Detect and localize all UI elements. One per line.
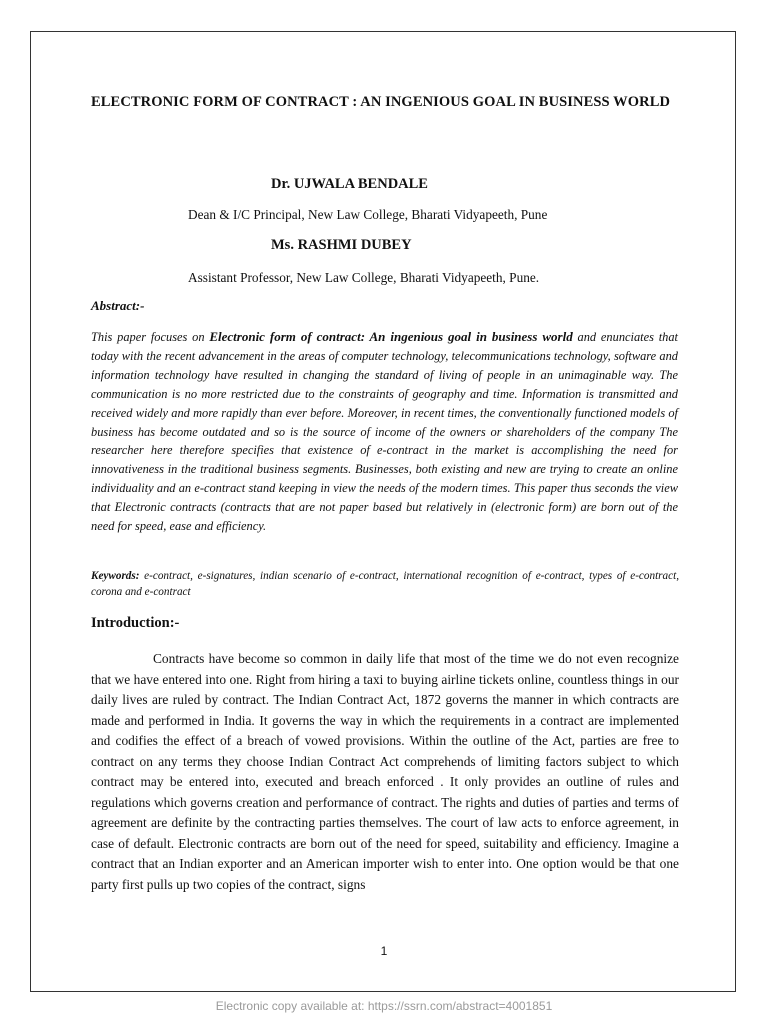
abstract-rest: and enunciates that today with the recent advancement in the areas of computer technology, telecommunications technology, software and information technology have resulted in changing the standard of living of people in an unimaginable way. The communication is no more restricted due to the constraints of geography and time. Information is transmitted and received widely and more rapidly than ever before. Moreover, in recent times, the conventionally functioned models of business has become outdated and so is the source of income of the owners or shareholders of the company The researcher here therefore specifies that existence of e-contract in the market is accomplishing the need for innovativeness in the traditional business segments. Businesses, both existing and new are trying to create an online individuality and an e-contract stand keeping in view the needs of the modern times. This paper thus seconds the view that Electronic contracts (contracts that are not paper based but relatively in (electronic form) are born out of the need for speed, ease and efficiency. [91,330,678,534]
page-number: 1 [380,944,388,958]
keywords-label: Keywords: [91,570,140,582]
author-name-2: Ms. RASHMI DUBEY [271,237,412,253]
abstract-bold-title: Electronic form of contract: An ingenious goal in business world [209,329,573,344]
introduction-heading: Introduction:- [91,615,180,631]
keywords-text: e-contract, e-signatures, indian scenario of e-contract, international recognition of e-contract, types of e-contract, corona and e-contract [91,570,679,598]
paper-title: ELECTRONIC FORM OF CONTRACT : AN INGENIOUS GOAL IN BUSINESS WORLD [91,94,671,110]
ssrn-footer: Electronic copy available at: https://ssrn.com/abstract=4001851 [215,999,553,1013]
author-name-1: Dr. UJWALA BENDALE [271,176,428,192]
keywords [91,568,679,600]
author-affiliation-2: Assistant Professor, New Law College, Bharati Vidyapeeth, Pune. [188,270,540,285]
abstract-heading: Abstract:- [91,298,145,313]
abstract-body [91,328,678,536]
introduction-body: Contracts have become so common in daily life that most of the time we do not even recognize that we have entered into one. Right from hiring a taxi to buying airline tickets online, countless things in our daily lives are ruled by contract. The Indian Contract Act, 1872 governs the manner in which contracts are made and performed in India. It governs the way in which the requirements in a contract are implemented and codifies the effect of a breach of vowed provisions. Within the outline of the Act, parties are free to contract on any terms they choose Indian Contract Act comprehends of limiting factors subject to which contract may be entered into, executed and breach enforced . It only provides an outline of rules and regulations which governs creation and performance of contract. The rights and duties of parties and terms of agreement are definite by the contracting parties themselves. The court of law acts to enforce agreement, in case of default. Electronic contracts are born out of the need for speed, suitability and efficiency. Imagine a contract that an Indian exporter and an American importer wish to enter into. One option would be that one party first pulls up two copies of the contract, signs [91,651,679,892]
author-affiliation-1: Dean & I/C Principal, New Law College, Bharati Vidyapeeth, Pune [188,207,548,222]
abstract-lead: This paper focuses on [91,330,210,344]
